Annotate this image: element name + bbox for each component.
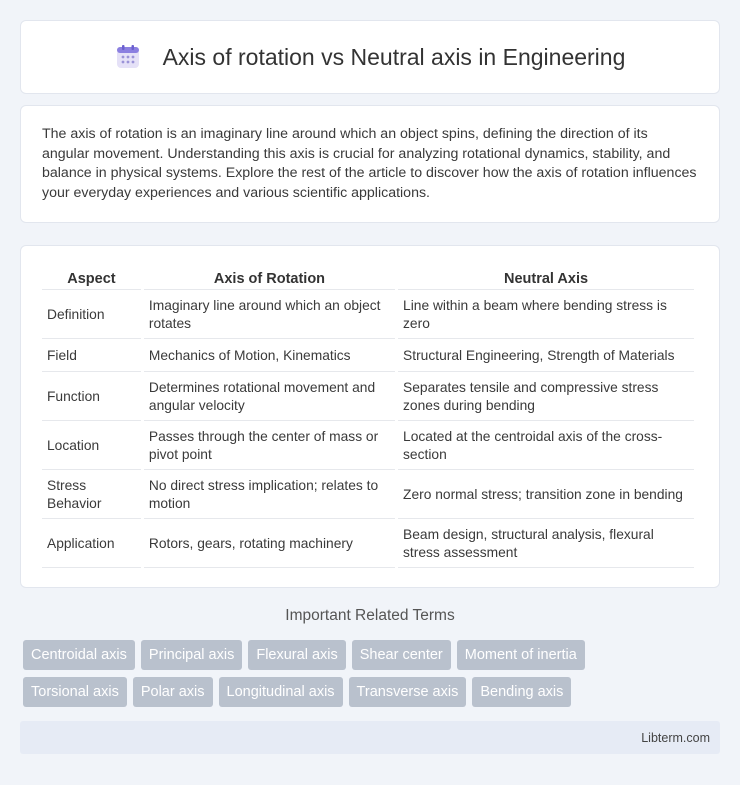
- comparison-table-card: [20, 245, 720, 588]
- cell-aspect: Location: [42, 423, 141, 470]
- cell-neutral: Zero normal stress; transition zone in bending: [398, 472, 694, 519]
- tag-transverse-axis[interactable]: Transverse axis: [349, 677, 467, 707]
- cell-aspect: Stress Behavior: [42, 472, 141, 519]
- table-row: [42, 472, 694, 519]
- tag-row: [23, 640, 723, 670]
- tag-row: [23, 677, 723, 707]
- cell-neutral: Line within a beam where bending stress is zero: [398, 292, 694, 339]
- related-terms-title: Important Related Terms: [285, 607, 455, 624]
- cell-aspect: Field: [42, 341, 141, 372]
- tag-longitudinal-axis[interactable]: Longitudinal axis: [219, 677, 343, 707]
- table-row: [42, 292, 694, 339]
- cell-rotation: Determines rotational movement and angular velocity: [144, 374, 395, 421]
- tag-flexural-axis[interactable]: Flexural axis: [248, 640, 345, 670]
- footer-site-link[interactable]: Libterm.com: [641, 730, 710, 745]
- calendar-icon: [115, 44, 141, 70]
- cell-neutral: Located at the centroidal axis of the cross-section: [398, 423, 694, 470]
- comparison-table: [39, 266, 697, 570]
- intro-paragraph: The axis of rotation is an imaginary line around which an object spins, defining the direction of its angular movement. Understanding this axis is crucial for analyzing rotational dynamics, stability, and balance in physical systems. Explore the rest of the article to discover how the axis of rotation influences your everyday experiences and various scientific applications.: [42, 126, 697, 201]
- cell-neutral: Beam design, structural analysis, flexural stress assessment: [398, 521, 694, 568]
- header-neutral-axis: Neutral Axis: [398, 268, 694, 290]
- cell-aspect: Application: [42, 521, 141, 568]
- cell-neutral: Separates tensile and compressive stress zones during bending: [398, 374, 694, 421]
- tag-centroidal-axis[interactable]: Centroidal axis: [23, 640, 135, 670]
- cell-rotation: Mechanics of Motion, Kinematics: [144, 341, 395, 372]
- tag-moment-of-inertia[interactable]: Moment of inertia: [457, 640, 585, 670]
- tag-torsional-axis[interactable]: Torsional axis: [23, 677, 127, 707]
- footer: [20, 721, 720, 754]
- table-header-row: [42, 268, 694, 290]
- tag-bending-axis[interactable]: Bending axis: [472, 677, 571, 707]
- page-title: Axis of rotation vs Neutral axis in Engineering: [162, 43, 626, 70]
- header-axis-of-rotation: Axis of Rotation: [144, 268, 395, 290]
- tag-principal-axis[interactable]: Principal axis: [141, 640, 242, 670]
- tag-shear-center[interactable]: Shear center: [352, 640, 451, 670]
- cell-rotation: Passes through the center of mass or pivot point: [144, 423, 395, 470]
- cell-rotation: Rotors, gears, rotating machinery: [144, 521, 395, 568]
- cell-neutral: Structural Engineering, Strength of Materials: [398, 341, 694, 372]
- table-row: [42, 521, 694, 568]
- tag-polar-axis[interactable]: Polar axis: [133, 677, 213, 707]
- cell-aspect: Function: [42, 374, 141, 421]
- title-card: [20, 20, 720, 94]
- table-row: [42, 423, 694, 470]
- cell-rotation: No direct stress implication; relates to motion: [144, 472, 395, 519]
- table-row: [42, 374, 694, 421]
- header-aspect: Aspect: [42, 268, 141, 290]
- related-terms-tags: [23, 640, 723, 714]
- cell-rotation: Imaginary line around which an object rotates: [144, 292, 395, 339]
- table-row: [42, 341, 694, 372]
- intro-card: [20, 105, 720, 223]
- cell-aspect: Definition: [42, 292, 141, 339]
